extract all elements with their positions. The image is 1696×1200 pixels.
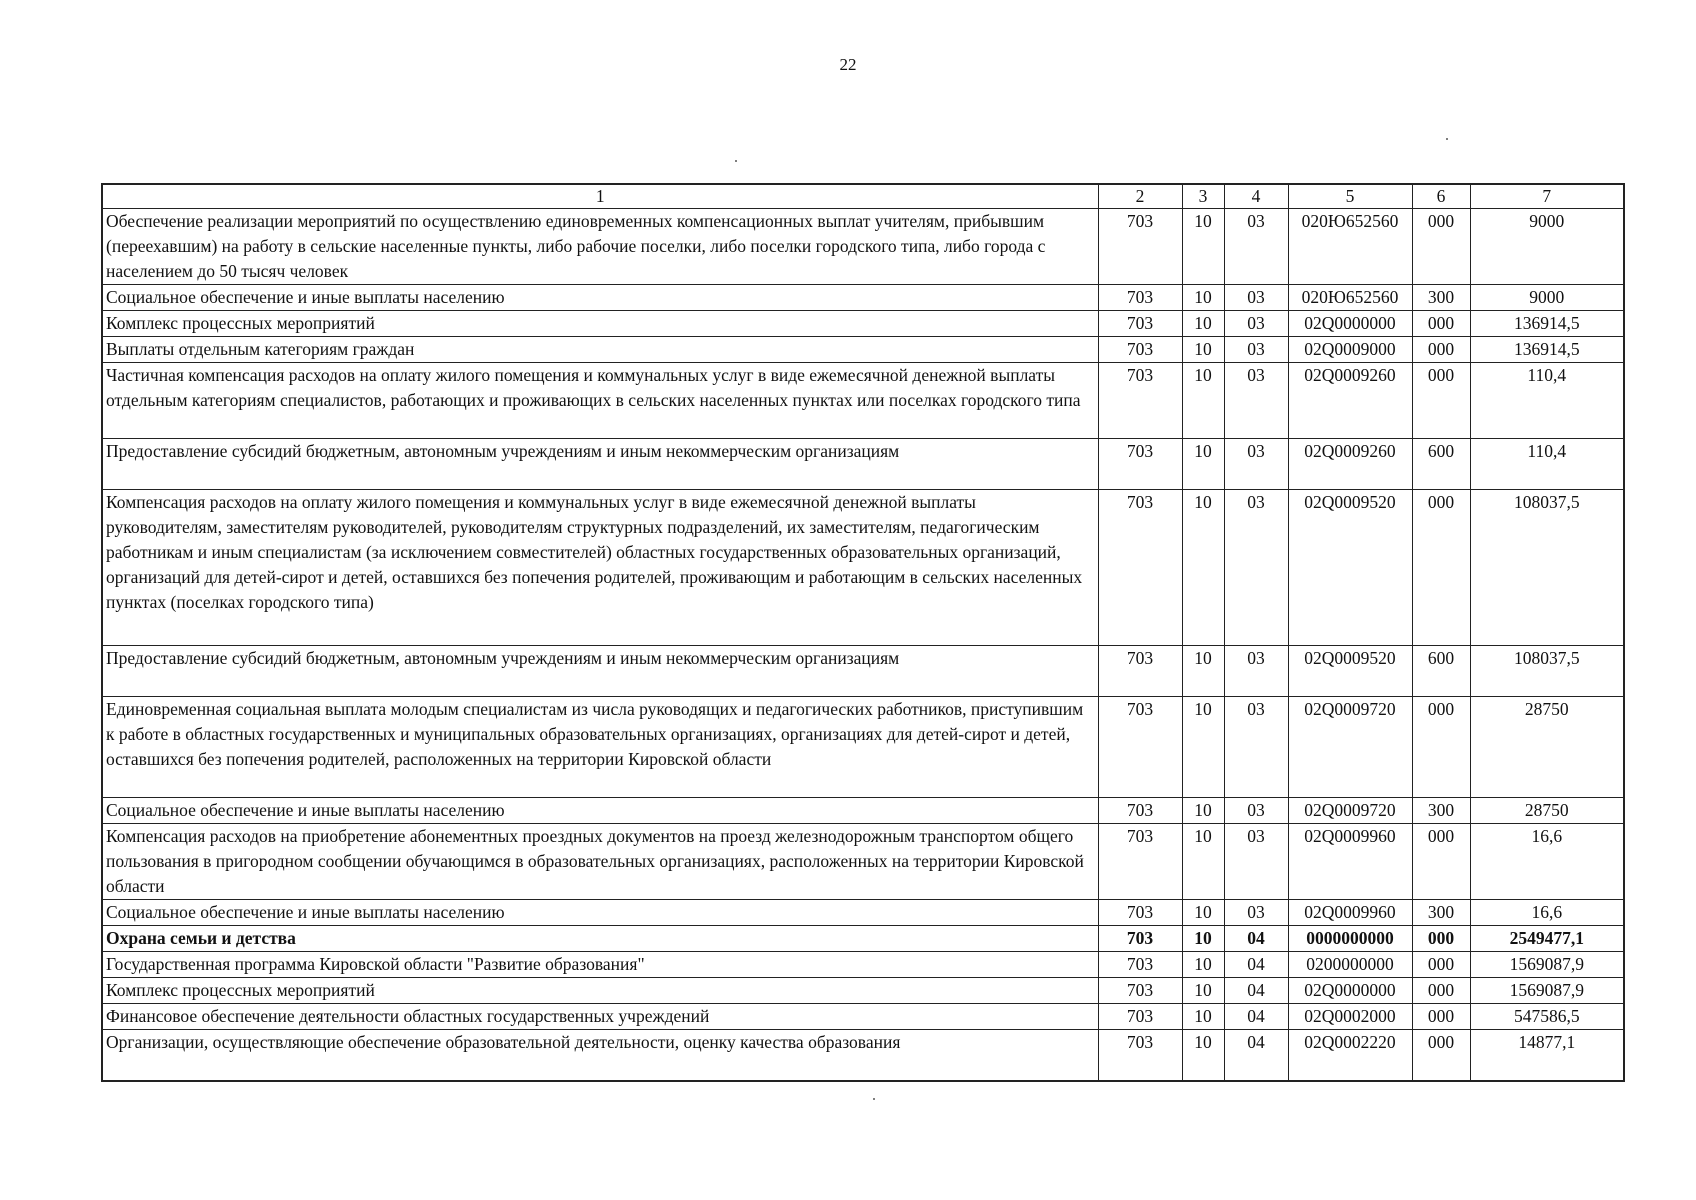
code-cell: 02Q0000000	[1288, 978, 1412, 1004]
table-row	[102, 952, 1624, 978]
table-row	[102, 1030, 1624, 1082]
amount-cell: 9000	[1470, 209, 1624, 285]
col2-cell: 703	[1098, 337, 1182, 363]
code-cell: 020Ю652560	[1288, 285, 1412, 311]
col2-cell: 703	[1098, 646, 1182, 697]
row-name-cell: Государственная программа Кировской области "Развитие образования"	[102, 952, 1098, 978]
col4-cell: 03	[1224, 490, 1288, 646]
code-cell: 0000000000	[1288, 926, 1412, 952]
row-name-cell: Охрана семьи и детства	[102, 926, 1098, 952]
table-row	[102, 311, 1624, 337]
amount-cell: 16,6	[1470, 900, 1624, 926]
col6-cell: 000	[1412, 311, 1470, 337]
table-row	[102, 1004, 1624, 1030]
col2-cell: 703	[1098, 978, 1182, 1004]
code-cell: 02Q0009960	[1288, 824, 1412, 900]
amount-cell: 547586,5	[1470, 1004, 1624, 1030]
col3-cell: 10	[1182, 798, 1224, 824]
col2-cell: 703	[1098, 697, 1182, 798]
table-row	[102, 798, 1624, 824]
col2-cell: 703	[1098, 1004, 1182, 1030]
col3-cell: 10	[1182, 490, 1224, 646]
table-row	[102, 337, 1624, 363]
row-name-cell: Комплекс процессных мероприятий	[102, 311, 1098, 337]
col2-cell: 703	[1098, 926, 1182, 952]
table-row	[102, 978, 1624, 1004]
header-cell: 2	[1098, 184, 1182, 209]
row-name-cell: Предоставление субсидий бюджетным, автономным учреждениям и иным некоммерческим организациям	[102, 646, 1098, 697]
code-cell: 02Q0000000	[1288, 311, 1412, 337]
code-cell: 02Q0009260	[1288, 439, 1412, 490]
col6-cell: 000	[1412, 952, 1470, 978]
table-row	[102, 926, 1624, 952]
amount-cell: 136914,5	[1470, 311, 1624, 337]
col6-cell: 300	[1412, 798, 1470, 824]
table-row	[102, 646, 1624, 697]
amount-cell: 110,4	[1470, 363, 1624, 439]
col3-cell: 10	[1182, 824, 1224, 900]
col4-cell: 04	[1224, 978, 1288, 1004]
col6-cell: 000	[1412, 490, 1470, 646]
col6-cell: 000	[1412, 1004, 1470, 1030]
col4-cell: 03	[1224, 285, 1288, 311]
col3-cell: 10	[1182, 646, 1224, 697]
col3-cell: 10	[1182, 209, 1224, 285]
row-name-cell: Финансовое обеспечение деятельности областных государственных учреждений	[102, 1004, 1098, 1030]
col4-cell: 03	[1224, 798, 1288, 824]
header-cell: 3	[1182, 184, 1224, 209]
col3-cell: 10	[1182, 337, 1224, 363]
col3-cell: 10	[1182, 439, 1224, 490]
col3-cell: 10	[1182, 285, 1224, 311]
table-row	[102, 824, 1624, 900]
table-row	[102, 490, 1624, 646]
row-name-cell: Компенсация расходов на приобретение абонементных проездных документов на проезд железнодорожным транспортом общего пользования в пригородном сообщении обучающимся в образовательных организациях, расположенных на территории Кировской области	[102, 824, 1098, 900]
col6-cell: 600	[1412, 646, 1470, 697]
scan-speck	[735, 160, 737, 162]
col4-cell: 03	[1224, 311, 1288, 337]
code-cell: 02Q0009520	[1288, 646, 1412, 697]
col6-cell: 000	[1412, 697, 1470, 798]
col4-cell: 04	[1224, 1030, 1288, 1082]
table-row	[102, 439, 1624, 490]
amount-cell: 2549477,1	[1470, 926, 1624, 952]
col4-cell: 03	[1224, 900, 1288, 926]
code-cell: 02Q0009520	[1288, 490, 1412, 646]
row-name-cell: Обеспечение реализации мероприятий по осуществлению единовременных компенсационных выплат учителям, прибывшим (переехавшим) на работу в сельские населенные пункты, либо рабочие поселки, либо поселки городского типа, либо города с населением до 50 тысяч человек	[102, 209, 1098, 285]
row-name-cell: Частичная компенсация расходов на оплату жилого помещения и коммунальных услуг в виде ежемесячной денежной выплаты отдельным категориям специалистов, работающих и проживающих в сельских населенных пунктах или поселках городского типа	[102, 363, 1098, 439]
amount-cell: 108037,5	[1470, 490, 1624, 646]
row-name-cell: Социальное обеспечение и иные выплаты населению	[102, 285, 1098, 311]
row-name-cell: Компенсация расходов на оплату жилого помещения и коммунальных услуг в виде ежемесячной денежной выплаты руководителям, заместителям руководителей, руководителям структурных подразделений, их заместителям, педагогическим работникам и иным специалистам (за исключением совместителей) областных государственных образовательных организаций, организаций для детей-сирот и детей, оставшихся без попечения родителей, проживающим и работающим в сельских населенных пунктах (поселках городского типа)	[102, 490, 1098, 646]
code-cell: 020Ю652560	[1288, 209, 1412, 285]
budget-table	[101, 183, 1625, 1082]
amount-cell: 110,4	[1470, 439, 1624, 490]
code-cell: 02Q0009960	[1288, 900, 1412, 926]
col4-cell: 03	[1224, 209, 1288, 285]
amount-cell: 136914,5	[1470, 337, 1624, 363]
col3-cell: 10	[1182, 952, 1224, 978]
amount-cell: 1569087,9	[1470, 952, 1624, 978]
col3-cell: 10	[1182, 1030, 1224, 1082]
row-name-cell: Выплаты отдельным категориям граждан	[102, 337, 1098, 363]
col4-cell: 04	[1224, 952, 1288, 978]
code-cell: 0200000000	[1288, 952, 1412, 978]
col3-cell: 10	[1182, 900, 1224, 926]
scan-speck	[873, 1098, 875, 1100]
col2-cell: 703	[1098, 490, 1182, 646]
col2-cell: 703	[1098, 439, 1182, 490]
amount-cell: 108037,5	[1470, 646, 1624, 697]
header-cell: 5	[1288, 184, 1412, 209]
col3-cell: 10	[1182, 697, 1224, 798]
col6-cell: 300	[1412, 285, 1470, 311]
amount-cell: 14877,1	[1470, 1030, 1624, 1082]
table-row	[102, 900, 1624, 926]
col2-cell: 703	[1098, 1030, 1182, 1082]
col6-cell: 000	[1412, 824, 1470, 900]
page-number: 22	[839, 55, 857, 74]
col4-cell: 04	[1224, 1004, 1288, 1030]
col6-cell: 000	[1412, 926, 1470, 952]
col6-cell: 000	[1412, 209, 1470, 285]
amount-cell: 28750	[1470, 798, 1624, 824]
code-cell: 02Q0002000	[1288, 1004, 1412, 1030]
row-name-cell: Социальное обеспечение и иные выплаты населению	[102, 900, 1098, 926]
col6-cell: 000	[1412, 363, 1470, 439]
col2-cell: 703	[1098, 900, 1182, 926]
code-cell: 02Q0009720	[1288, 697, 1412, 798]
row-name-cell: Предоставление субсидий бюджетным, автономным учреждениям и иным некоммерческим организациям	[102, 439, 1098, 490]
col6-cell: 000	[1412, 1030, 1470, 1082]
table-row	[102, 209, 1624, 285]
header-cell: 1	[102, 184, 1098, 209]
row-name-cell: Единовременная социальная выплата молодым специалистам из числа руководящих и педагогических работников, приступившим к работе в областных государственных и муниципальных образовательных организациях, организациях для детей-сирот и детей, оставшихся без попечения родителей, расположенных на территории Кировской области	[102, 697, 1098, 798]
col2-cell: 703	[1098, 824, 1182, 900]
amount-cell: 16,6	[1470, 824, 1624, 900]
table-row	[102, 697, 1624, 798]
col6-cell: 000	[1412, 337, 1470, 363]
col4-cell: 04	[1224, 926, 1288, 952]
col2-cell: 703	[1098, 363, 1182, 439]
col3-cell: 10	[1182, 978, 1224, 1004]
table-body	[102, 184, 1624, 1081]
code-cell: 02Q0002220	[1288, 1030, 1412, 1082]
scan-speck	[1446, 138, 1448, 140]
col2-cell: 703	[1098, 798, 1182, 824]
row-name-cell: Организации, осуществляющие обеспечение образовательной деятельности, оценку качества образования	[102, 1030, 1098, 1082]
col4-cell: 03	[1224, 363, 1288, 439]
col3-cell: 10	[1182, 363, 1224, 439]
col4-cell: 03	[1224, 439, 1288, 490]
amount-cell: 1569087,9	[1470, 978, 1624, 1004]
col6-cell: 300	[1412, 900, 1470, 926]
col2-cell: 703	[1098, 285, 1182, 311]
col6-cell: 600	[1412, 439, 1470, 490]
col2-cell: 703	[1098, 311, 1182, 337]
col4-cell: 03	[1224, 697, 1288, 798]
amount-cell: 28750	[1470, 697, 1624, 798]
col4-cell: 03	[1224, 337, 1288, 363]
col6-cell: 000	[1412, 978, 1470, 1004]
code-cell: 02Q0009720	[1288, 798, 1412, 824]
table-row	[102, 363, 1624, 439]
col3-cell: 10	[1182, 926, 1224, 952]
col2-cell: 703	[1098, 952, 1182, 978]
row-name-cell: Социальное обеспечение и иные выплаты населению	[102, 798, 1098, 824]
col3-cell: 10	[1182, 311, 1224, 337]
amount-cell: 9000	[1470, 285, 1624, 311]
col3-cell: 10	[1182, 1004, 1224, 1030]
row-name-cell: Комплекс процессных мероприятий	[102, 978, 1098, 1004]
header-row	[102, 184, 1624, 209]
col4-cell: 03	[1224, 824, 1288, 900]
header-cell: 6	[1412, 184, 1470, 209]
table-row	[102, 285, 1624, 311]
code-cell: 02Q0009000	[1288, 337, 1412, 363]
header-cell: 7	[1470, 184, 1624, 209]
header-cell: 4	[1224, 184, 1288, 209]
col4-cell: 03	[1224, 646, 1288, 697]
code-cell: 02Q0009260	[1288, 363, 1412, 439]
col2-cell: 703	[1098, 209, 1182, 285]
